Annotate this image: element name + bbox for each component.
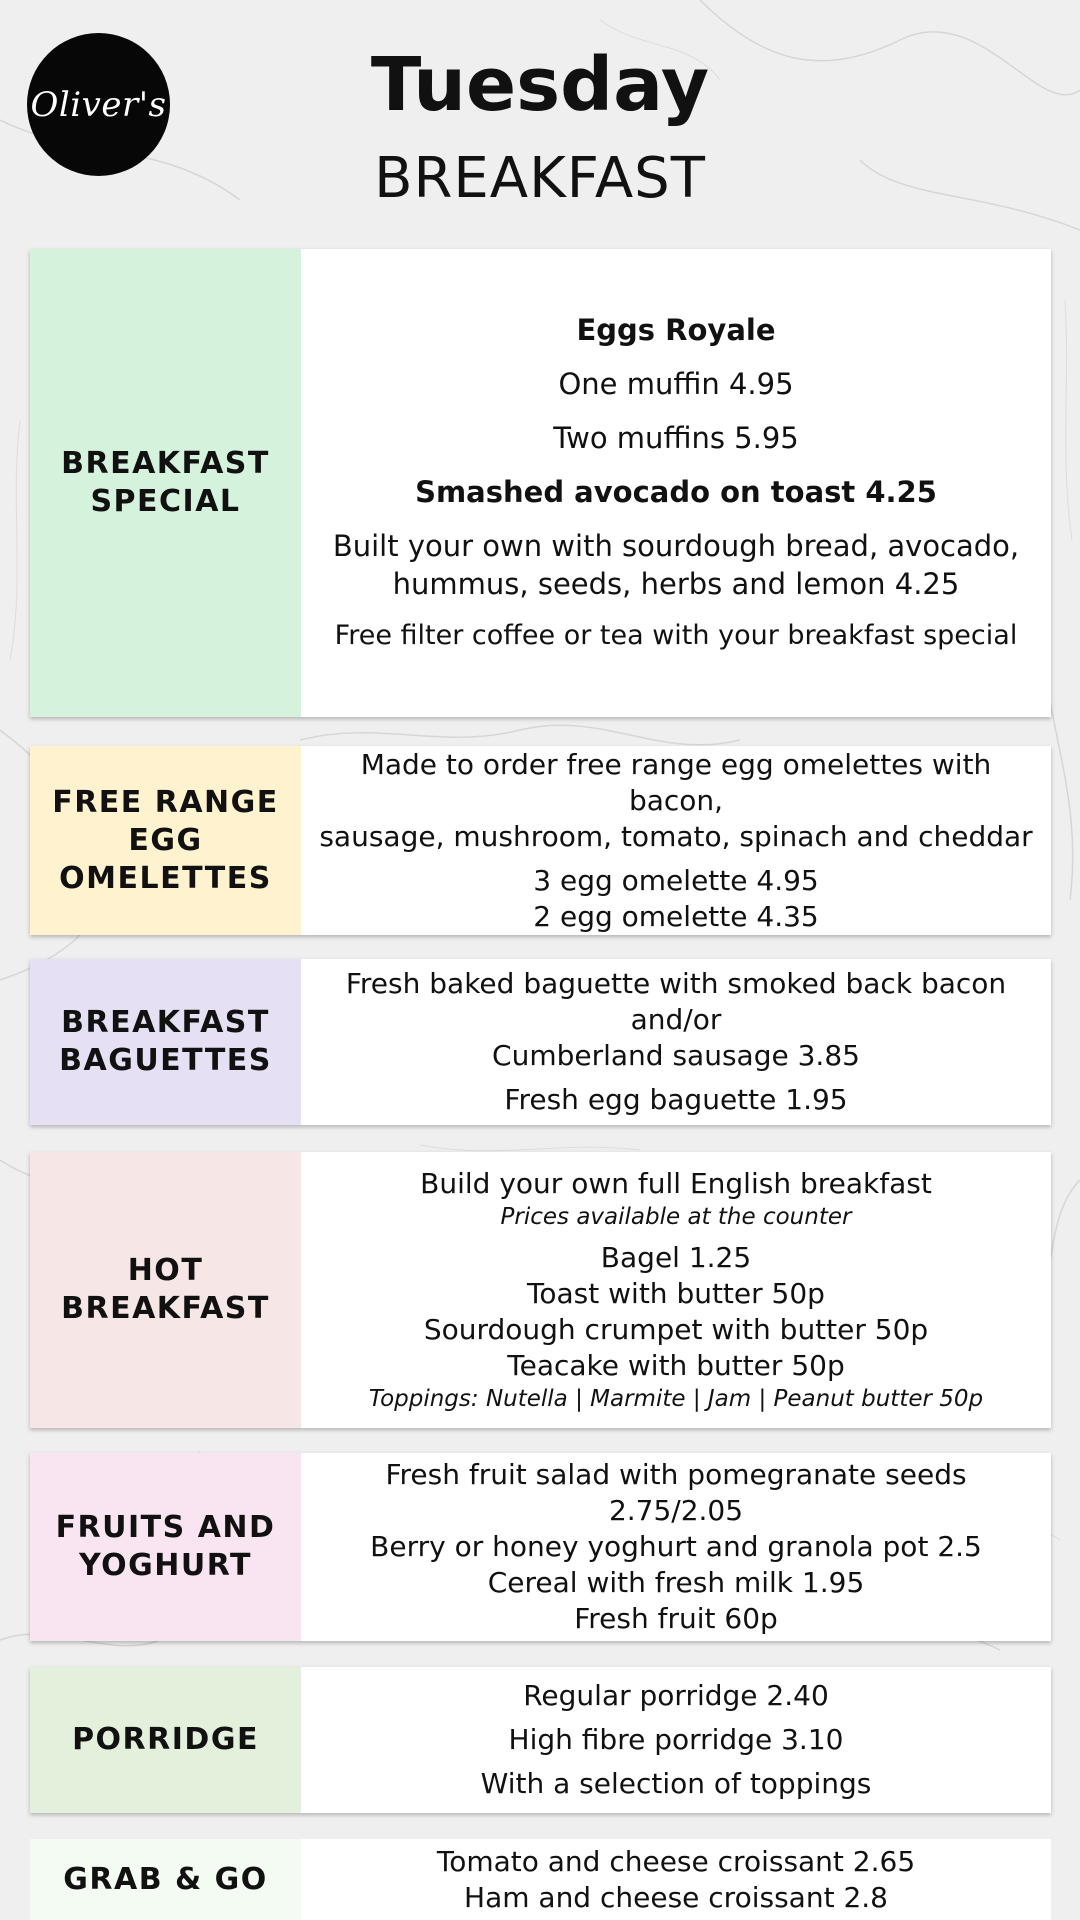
menu-item: Ham and cheese croissant 2.8: [464, 1880, 888, 1914]
menu-item: Eggs Royale: [576, 313, 776, 347]
menu-item: One muffin 4.95: [558, 367, 794, 401]
menu-meal-title: BREAKFAST: [374, 146, 706, 211]
menu-note: Prices available at the counter: [500, 1204, 852, 1230]
menu-item: Fresh baked baguette with smoked back bacon and/or Cumberland sausage 3.85: [345, 967, 1007, 1072]
section-fruits-yoghurt: [30, 1453, 1051, 1641]
menu-item: Toast with butter 50p: [527, 1277, 825, 1310]
section-label: BREAKFAST BAGUETTES: [30, 959, 301, 1125]
menu-item: Fresh fruit salad with pomegranate seeds 2.75/2.05: [385, 1458, 967, 1527]
menu-item: Smashed avocado on toast 4.25: [415, 475, 937, 509]
menu-item: 2 egg omelette 4.35: [533, 899, 819, 933]
section-content: [301, 1453, 1051, 1641]
section-baguettes: [30, 959, 1051, 1125]
section-label: BREAKFAST SPECIAL: [30, 249, 301, 717]
menu-item: Sourdough crumpet with butter 50p: [423, 1313, 929, 1346]
section-content: [301, 1152, 1051, 1428]
logo-text: Oliver's: [30, 84, 167, 125]
menu-item: Tomato and cheese croissant 2.65: [436, 1844, 916, 1878]
menu-item: 3 egg omelette 4.95: [533, 863, 819, 897]
section-grab-go: [30, 1839, 1051, 1920]
section-label: PORRIDGE: [30, 1667, 301, 1813]
section-content: [301, 746, 1051, 935]
menu-note: Free filter coffee or tea with your breakfast special: [334, 620, 1018, 651]
section-content: [301, 1839, 1051, 1920]
section-omelettes: [30, 746, 1051, 935]
menu-item: Two muffins 5.95: [553, 421, 799, 455]
section-content: [301, 249, 1051, 717]
menu-item: High fibre porridge 3.10: [508, 1723, 844, 1756]
menu-item: Bagel 1.25: [600, 1241, 752, 1274]
section-porridge: [30, 1667, 1051, 1813]
menu-item: Teacake with butter 50p: [507, 1349, 845, 1382]
menu-day-title: Tuesday: [370, 42, 710, 128]
menu-item: With a selection of toppings: [480, 1767, 872, 1800]
menu-item: Regular porridge 2.40: [523, 1679, 829, 1712]
section-label: HOT BREAKFAST: [30, 1152, 301, 1428]
section-hot-breakfast: [30, 1152, 1051, 1428]
menu-item: Berry or honey yoghurt and granola pot 2.5: [370, 1530, 982, 1563]
menu-item-description: Made to order free range egg omelettes with bacon, sausage, mushroom, tomato, spinach and cheddar: [319, 747, 1033, 853]
section-content: [301, 959, 1051, 1125]
menu-item-description: Built your own with sourdough bread, avocado, hummus, seeds, herbs and lemon 4.25: [332, 529, 1020, 601]
section-content: [301, 1667, 1051, 1813]
menu-item: Fresh egg baguette 1.95: [504, 1083, 848, 1116]
menu-item: Fresh fruit 60p: [574, 1602, 778, 1635]
menu-item: Cereal with fresh milk 1.95: [487, 1566, 865, 1599]
section-label: GRAB & GO: [30, 1839, 301, 1920]
menu-item: Build your own full English breakfast: [420, 1167, 932, 1200]
section-breakfast-special: [30, 249, 1051, 717]
menu-note: Toppings: Nutella | Marmite | Jam | Peanut butter 50p: [368, 1386, 984, 1412]
section-label: FRUITS AND YOGHURT: [30, 1453, 301, 1641]
section-label: FREE RANGE EGG OMELETTES: [30, 746, 301, 935]
